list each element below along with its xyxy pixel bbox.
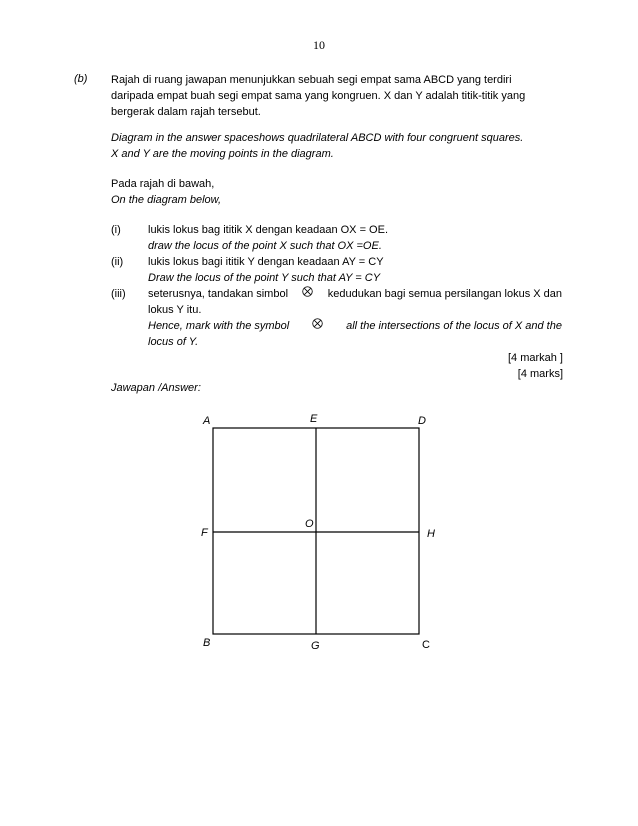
label-b: B bbox=[203, 637, 211, 649]
intro-malay-line-1: Rajah di ruang jawapan menunjukkan sebuah segi empat sama ABCD yang terdiri bbox=[111, 74, 512, 86]
item-ii-label: (ii) bbox=[111, 256, 124, 268]
label-h: H bbox=[427, 528, 435, 540]
label-e: E bbox=[310, 413, 318, 425]
label-c: C bbox=[422, 639, 430, 651]
item-ii-malay: lukis lokus bagi ititik Y dengan keadaan AY = CY bbox=[148, 256, 384, 268]
label-f: F bbox=[201, 527, 208, 539]
item-iii-malay-b: kedudukan bagi semua persilangan lokus X dan bbox=[327, 288, 562, 300]
page-number: 10 bbox=[313, 38, 325, 52]
intro-malay-line-3: bergerak dalam rajah tersebut. bbox=[111, 106, 261, 118]
lead-malay: Pada rajah di bawah, bbox=[111, 178, 215, 190]
answer-label: Jawapan /Answer: bbox=[111, 382, 201, 394]
item-iii-malay-a: seterusnya, tandakan simbol bbox=[148, 288, 289, 300]
item-i-malay: lukis lokus bag ititik X dengan keadaan OX = OE. bbox=[148, 224, 389, 236]
item-iii-english-line-2: locus of Y. bbox=[148, 336, 199, 348]
marks-english: [4 marks] bbox=[517, 368, 563, 380]
item-i-label: (i) bbox=[111, 224, 121, 236]
item-iii-english-a: Hence, mark with the symbol bbox=[148, 320, 290, 332]
item-ii-english: Draw the locus of the point Y such that AY = CY bbox=[148, 272, 381, 284]
part-label: (b) bbox=[74, 73, 88, 85]
item-i-english: draw the locus of the point X such that OX =OE. bbox=[148, 240, 382, 252]
label-g: G bbox=[311, 640, 320, 652]
label-a: A bbox=[203, 415, 211, 427]
label-d: D bbox=[418, 415, 426, 427]
intro-english-line-2: X and Y are the moving points in the diagram. bbox=[111, 148, 334, 160]
label-o: O bbox=[305, 518, 314, 530]
item-iii-english-b: all the intersections of the locus of X and the bbox=[346, 320, 562, 332]
intro-english-line-1: Diagram in the answer spaceshows quadrilateral ABCD with four congruent squares. bbox=[111, 132, 524, 144]
intro-malay-line-2: daripada empat buah segi empat sama yang kongruen. X dan Y adalah titik-titik yang bbox=[111, 90, 526, 102]
lead-english: On the diagram below, bbox=[111, 194, 222, 206]
item-iii-malay-line-2: lokus Y itu. bbox=[148, 304, 202, 316]
item-iii-label: (iii) bbox=[111, 288, 126, 300]
marks-malay: [4 markah ] bbox=[507, 352, 563, 364]
